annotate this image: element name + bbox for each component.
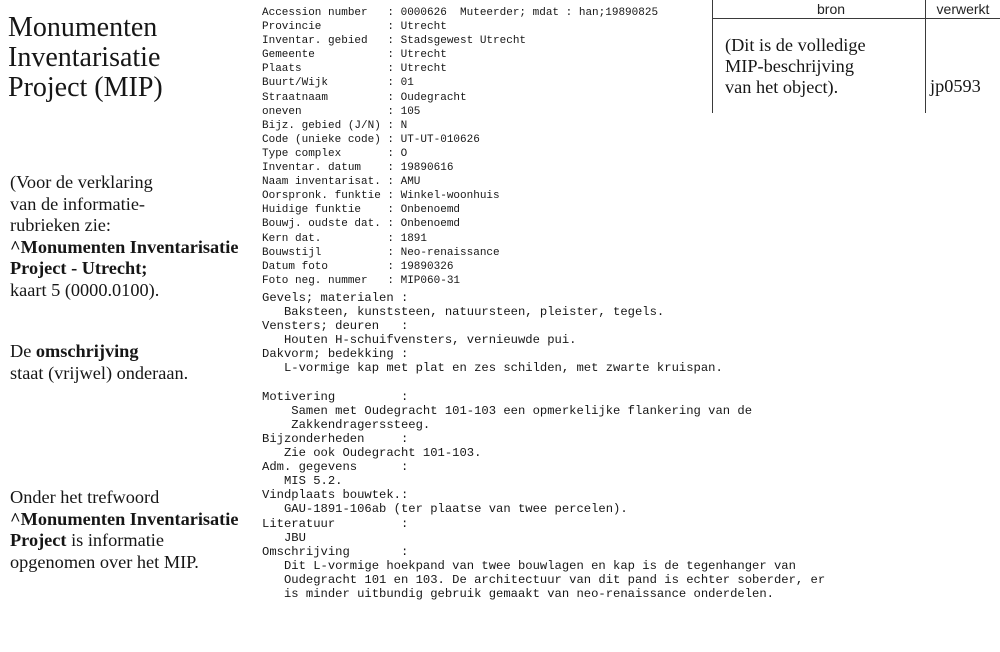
field-row-accession <box>262 6 658 20</box>
section-line: Zakkendragerssteeg. <box>291 417 431 432</box>
field-label: Huidige funktie <box>262 204 362 217</box>
note-line: Onder het trefwoord <box>10 487 160 507</box>
cell-line: van het object). <box>725 77 839 97</box>
section-label: Bijzonderheden <box>262 431 365 446</box>
field-separator: : <box>387 133 395 146</box>
note-text: De <box>10 341 32 361</box>
field-row <box>262 91 658 105</box>
field-value: 19890616 <box>400 162 454 175</box>
cell-line: (Dit is de volledige <box>725 35 866 55</box>
section-heading <box>262 545 825 559</box>
field-label: Provincie <box>262 21 322 34</box>
note-reference-line <box>10 258 238 280</box>
field-separator: : <box>400 319 409 334</box>
field-row <box>262 34 658 48</box>
field-value: 1891 <box>400 232 428 245</box>
field-label: Datum foto <box>262 260 329 273</box>
field-label: Code (unieke code) <box>262 133 381 146</box>
field-value: Utrecht <box>400 63 447 76</box>
section-label: Omschrijving <box>262 544 350 559</box>
cell-line: MIP-beschrijving <box>725 56 854 76</box>
note-text: is informatie <box>71 530 164 551</box>
field-label: Oorspronk. funktie <box>262 190 381 203</box>
field-value: AMU <box>400 176 421 189</box>
field-separator: : <box>387 35 395 48</box>
field-value: 105 <box>400 105 421 118</box>
field-separator: : <box>400 389 409 404</box>
section-line: Zie ook Oudegracht 101-103. <box>283 446 482 461</box>
field-label: Foto neg. nummer <box>262 274 368 287</box>
field-label: Inventar. gebied <box>262 35 368 48</box>
field-separator: : <box>387 63 395 76</box>
field-separator: : <box>387 274 395 287</box>
field-row <box>262 62 658 76</box>
field-separator: : <box>387 232 395 245</box>
field-separator: : <box>400 460 409 475</box>
section-label: Vindplaats bouwtek. <box>262 488 401 503</box>
field-label: Bouwj. oudste dat. <box>262 218 381 231</box>
section-line: is minder uitbundig gebruik gemaakt van neo-renaissance onderdelen. <box>283 586 774 601</box>
field-separator: : <box>387 147 395 160</box>
field-separator: : <box>387 218 395 231</box>
field-label: oneven <box>262 105 302 118</box>
section-gevels <box>262 291 825 319</box>
section-heading <box>262 347 825 361</box>
field-row <box>262 274 658 288</box>
section-line: GAU-1891-106ab (ter plaatse van twee percelen). <box>283 502 628 517</box>
field-row <box>262 147 658 161</box>
mutation-label: Muteerder; mdat <box>460 7 560 19</box>
field-label: Plaats <box>262 63 302 76</box>
field-separator: : <box>387 119 395 132</box>
field-separator: : <box>387 7 395 19</box>
field-row <box>262 246 658 260</box>
reference-keyword: Project - Utrecht; <box>10 258 148 279</box>
title-line: Inventarisatie <box>8 42 161 73</box>
explanation-note <box>10 172 238 302</box>
field-separator: : <box>387 260 395 273</box>
reference-keyword: Project <box>10 530 67 551</box>
field-separator: : <box>400 516 409 531</box>
record-sections <box>262 291 825 601</box>
field-label: Naam inventarisat. <box>262 176 381 189</box>
field-value: O <box>400 147 408 160</box>
note-line: van de informatie- <box>10 193 146 214</box>
section-heading <box>262 319 825 333</box>
field-label: Bijz. gebied (J/N) <box>262 119 381 132</box>
note-line <box>10 530 238 552</box>
section-omschrijving <box>262 545 825 601</box>
section-line: Baksteen, kunststeen, natuursteen, pleister, tegels. <box>283 305 665 320</box>
field-value: 19890326 <box>400 260 454 273</box>
field-separator: : <box>387 91 395 104</box>
section-heading <box>262 488 825 502</box>
section-adm-gegevens <box>262 460 825 488</box>
reference-keyword: ^Monumenten Inventarisatie <box>10 508 239 529</box>
mutation-value: han;19890825 <box>578 7 659 19</box>
field-row <box>262 48 658 62</box>
field-separator: : <box>387 21 395 34</box>
title-line: Project (MIP) <box>8 72 163 103</box>
section-label: Dakvorm; bedekking <box>262 347 394 362</box>
field-value: 0000626 <box>400 7 447 19</box>
field-value: Stadsgewest Utrecht <box>400 35 527 48</box>
field-value: 01 <box>400 77 414 90</box>
table-divider-left <box>712 0 713 113</box>
record-fields <box>262 6 658 288</box>
section-label: Adm. gegevens <box>262 460 358 475</box>
field-separator: : <box>387 77 395 90</box>
field-separator: : <box>387 49 395 62</box>
section-vensters <box>262 319 825 347</box>
field-separator: : <box>565 7 573 19</box>
field-value: UT-UT-010626 <box>400 133 480 146</box>
section-heading <box>262 291 825 305</box>
table-header-processed: verwerkt <box>936 1 990 17</box>
field-label: Bouwstijl <box>262 246 322 259</box>
note-line: kaart 5 (0000.0100). <box>10 279 160 300</box>
field-row <box>262 203 658 217</box>
section-line: JBU <box>283 530 306 545</box>
field-label: Gemeente <box>262 49 315 62</box>
section-line: Oudegracht 101 en 103. De architectuur van dit pand is echter soberder, er <box>283 572 826 587</box>
table-header-source: bron <box>817 1 846 17</box>
field-label: Buurt/Wijk <box>262 77 329 90</box>
field-value: MIP060-31 <box>400 274 461 287</box>
field-row <box>262 161 658 175</box>
section-heading <box>262 460 825 474</box>
section-label: Motivering <box>262 389 336 404</box>
section-bijzonderheden <box>262 432 825 460</box>
note-line: (Voor de verklaring <box>10 172 153 192</box>
field-separator: : <box>387 105 395 118</box>
section-line: Samen met Oudegracht 101-103 een opmerkelijke flankering van de <box>291 403 753 418</box>
field-row <box>262 217 658 231</box>
field-row <box>262 133 658 147</box>
note-line: opgenomen over het MIP. <box>10 551 199 572</box>
field-row <box>262 232 658 246</box>
description-note <box>10 341 188 384</box>
field-value: Neo-renaissance <box>400 246 500 259</box>
section-line: Houten H-schuifvensters, vernieuwde pui. <box>283 333 577 348</box>
field-label: Type complex <box>262 147 342 160</box>
field-value: Winkel-woonhuis <box>400 190 500 203</box>
section-literatuur <box>262 517 825 545</box>
table-cell-source <box>725 35 866 98</box>
field-separator: : <box>400 291 409 305</box>
section-heading <box>262 390 825 404</box>
field-row <box>262 119 658 133</box>
field-separator: : <box>387 204 395 217</box>
note-emphasis: omschrijving <box>35 341 139 361</box>
section-label: Gevels; materialen <box>262 291 394 305</box>
field-row <box>262 76 658 90</box>
field-row <box>262 189 658 203</box>
note-line: staat (vrijwel) onderaan. <box>10 362 189 383</box>
field-value: Utrecht <box>400 21 447 34</box>
note-line: rubrieken zie: <box>10 215 112 236</box>
field-value: N <box>400 119 408 132</box>
field-label: Accession number <box>262 7 368 19</box>
field-label: Kern dat. <box>262 232 322 245</box>
section-heading <box>262 517 825 531</box>
section-vindplaats <box>262 488 825 516</box>
table-cell-processed: jp0593 <box>930 76 981 96</box>
section-line: L-vormige kap met plat en zes schilden, met zwarte kruispan. <box>283 361 723 376</box>
field-separator: : <box>387 176 395 189</box>
field-row <box>262 175 658 189</box>
section-motivering <box>262 390 825 432</box>
field-label: Inventar. datum <box>262 162 362 175</box>
section-label: Literatuur <box>262 516 336 531</box>
field-separator: : <box>400 488 409 503</box>
field-separator: : <box>400 431 409 446</box>
field-row <box>262 20 658 34</box>
field-value: Oudegracht <box>400 91 467 104</box>
section-line: MIS 5.2. <box>283 474 343 489</box>
field-separator: : <box>387 190 395 203</box>
keyword-note <box>10 487 238 573</box>
field-separator: : <box>387 162 395 175</box>
section-label: Vensters; deuren <box>262 319 380 334</box>
section-heading <box>262 432 825 446</box>
table-header-divider <box>712 18 1000 19</box>
note-line <box>10 341 188 363</box>
note-reference-line <box>10 237 238 259</box>
note-reference-line <box>10 509 238 531</box>
field-separator: : <box>387 246 395 259</box>
title-line: Monumenten <box>8 12 158 43</box>
field-value: Onbenoemd <box>400 218 461 231</box>
field-row <box>262 105 658 119</box>
field-row <box>262 260 658 274</box>
field-separator: : <box>400 544 409 559</box>
field-label: Straatnaam <box>262 91 329 104</box>
section-dakvorm <box>262 347 825 375</box>
reference-keyword: ^Monumenten Inventarisatie <box>10 236 239 257</box>
field-value: Onbenoemd <box>400 204 461 217</box>
page-title <box>8 13 163 103</box>
field-separator: : <box>400 347 409 362</box>
section-line: Dit L-vormige hoekpand van twee bouwlagen en kap is de tegenhanger van <box>283 558 796 573</box>
field-value: Utrecht <box>400 49 447 62</box>
